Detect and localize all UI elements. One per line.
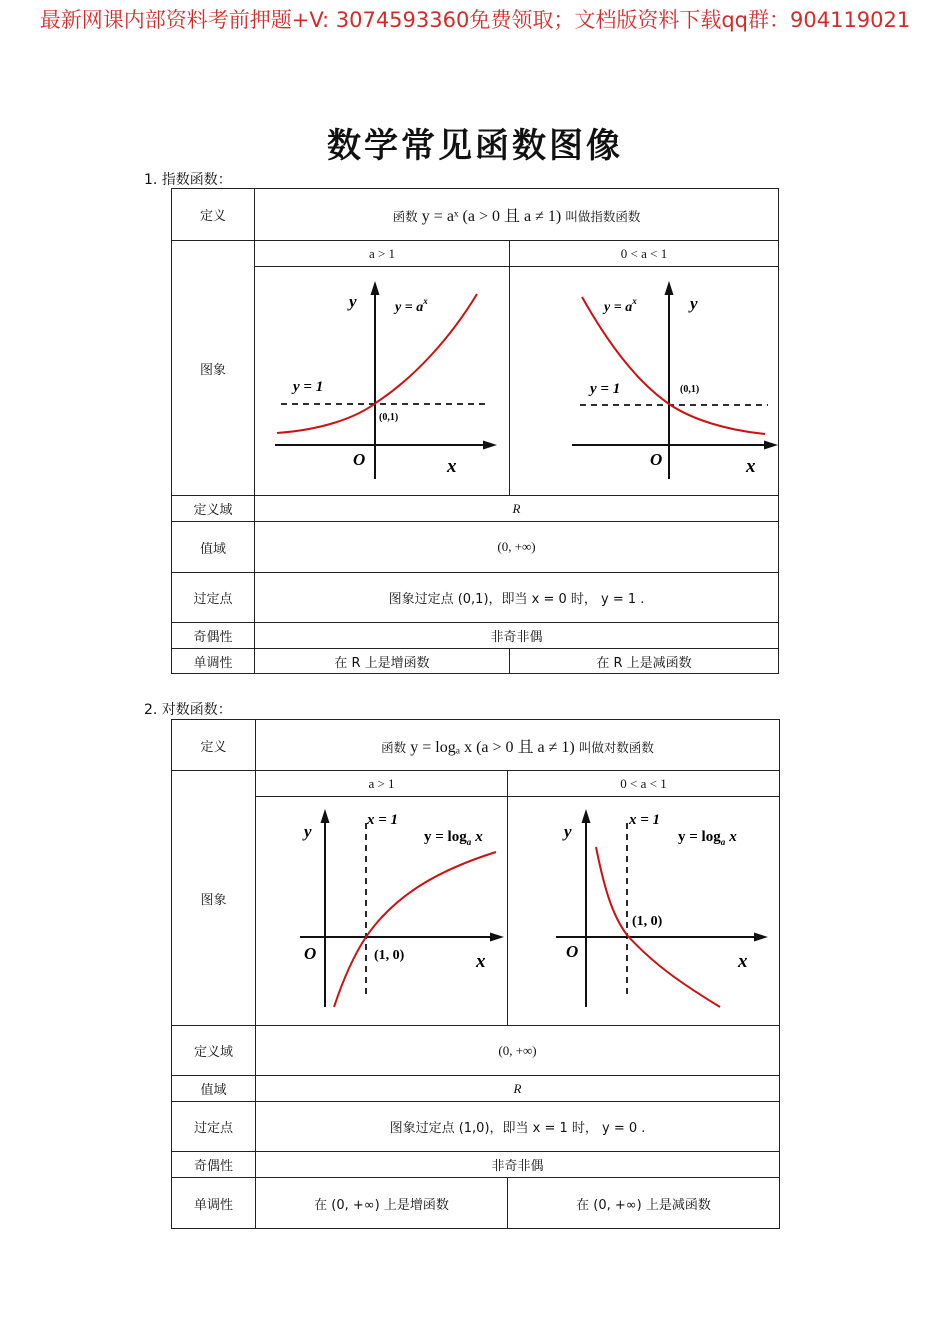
exponential-function-table bbox=[171, 188, 779, 674]
fixed-point-value: 图象过定点 (0,1)，即当 x = 0 时， y = 1 . bbox=[255, 573, 779, 623]
exp-graph-decreasing bbox=[510, 267, 778, 491]
log-graph-decreasing bbox=[508, 797, 779, 1021]
hline-label: y = 1 bbox=[590, 381, 621, 397]
y-axis-label: y bbox=[304, 822, 312, 841]
row-label-fixed-point: 过定点 bbox=[172, 573, 255, 623]
row-label-graph: 图象 bbox=[172, 241, 255, 496]
curve-label: $y = \log_a x$ bbox=[424, 829, 483, 847]
section-heading-logarithmic: 2. 对数函数： bbox=[144, 702, 232, 718]
row-label-domain: 定义域 bbox=[172, 1026, 256, 1076]
point-label: (1, 0) bbox=[374, 948, 405, 963]
range-row bbox=[172, 1076, 780, 1102]
monotonicity-decreasing: 在 R 上是减函数 bbox=[510, 649, 779, 674]
curve-label: $y = a^x$ bbox=[604, 296, 637, 315]
definition-formula: y = aˣ (a > 0 且 a ≠ 1) bbox=[421, 208, 562, 225]
monotonicity-decreasing: 在 (0, +∞) 上是减函数 bbox=[508, 1178, 780, 1229]
range-row bbox=[172, 522, 779, 573]
definition-suffix: 叫做对数函数 bbox=[578, 739, 654, 755]
fixed-point-value: 图象过定点 (1,0)，即当 x = 1 时， y = 0 . bbox=[256, 1102, 780, 1152]
x-axis-arrow-icon bbox=[490, 933, 504, 942]
row-label-parity: 奇偶性 bbox=[172, 623, 255, 649]
logarithmic-function-table bbox=[171, 719, 780, 1229]
graph-cell-increasing bbox=[256, 797, 508, 1026]
row-label-parity: 奇偶性 bbox=[172, 1152, 256, 1178]
parity-value: 非奇非偶 bbox=[256, 1152, 780, 1178]
curve-label: $y = \log_a x$ bbox=[678, 829, 737, 847]
graph-cell-increasing bbox=[255, 267, 510, 496]
domain-value: R bbox=[255, 496, 779, 522]
case-header-a-gt-1: a > 1 bbox=[255, 241, 510, 267]
row-label-fixed-point: 过定点 bbox=[172, 1102, 256, 1152]
graph-row bbox=[172, 267, 779, 496]
y-axis-arrow-icon bbox=[321, 809, 330, 823]
y-axis-arrow-icon bbox=[582, 809, 591, 823]
row-label-monotonicity: 单调性 bbox=[172, 649, 255, 674]
y-axis-arrow-icon bbox=[371, 281, 380, 295]
point-label: (0,1) bbox=[680, 384, 700, 395]
domain-value: (0, +∞) bbox=[256, 1026, 780, 1076]
vline-label: x = 1 bbox=[367, 812, 399, 828]
parity-row bbox=[172, 623, 779, 649]
graph-cell-decreasing bbox=[510, 267, 779, 496]
definition-suffix: 叫做指数函数 bbox=[565, 209, 641, 224]
y-axis-label: y bbox=[349, 292, 357, 311]
point-label: (1, 0) bbox=[632, 914, 663, 929]
x-axis-label: x bbox=[746, 456, 756, 477]
domain-row bbox=[172, 1026, 780, 1076]
range-value: R bbox=[256, 1076, 780, 1102]
row-label-definition: 定义 bbox=[172, 720, 256, 771]
y-axis-label: y bbox=[564, 822, 572, 841]
definition-formula: y = logₐ x (a > 0 且 a ≠ 1) bbox=[410, 738, 575, 756]
fixed-point-row bbox=[172, 1102, 780, 1152]
parity-row bbox=[172, 1152, 780, 1178]
row-label-range: 值域 bbox=[172, 1076, 256, 1102]
header-banner: 最新网课内部资料考前押题+V: 3074593360免费领取；文档版资料下载qq群：904119021 bbox=[39, 8, 911, 32]
monotonicity-row bbox=[172, 649, 779, 674]
y-axis-label: y bbox=[690, 294, 698, 313]
section-heading-exponential: 1. 指数函数： bbox=[144, 172, 232, 188]
definition-cell bbox=[255, 189, 779, 241]
y-axis-arrow-icon bbox=[665, 281, 674, 295]
row-label-range: 值域 bbox=[172, 522, 255, 573]
row-label-definition: 定义 bbox=[172, 189, 255, 241]
x-axis-label: x bbox=[738, 951, 748, 972]
definition-row bbox=[172, 720, 780, 771]
exp-curve-decreasing bbox=[582, 297, 765, 434]
exp-curve-increasing bbox=[277, 294, 477, 433]
case-header-a-between-0-1: 0 < a < 1 bbox=[510, 241, 779, 267]
row-label-domain: 定义域 bbox=[172, 496, 255, 522]
graph-row bbox=[172, 797, 780, 1026]
x-axis-arrow-icon bbox=[483, 441, 497, 450]
x-axis-label: x bbox=[447, 456, 457, 477]
graph-cell-decreasing bbox=[508, 797, 780, 1026]
row-label-graph: 图象 bbox=[172, 771, 256, 1026]
vline-label: x = 1 bbox=[629, 812, 661, 828]
definition-row bbox=[172, 189, 779, 241]
definition-prefix: 函数 bbox=[381, 739, 407, 755]
case-header-row bbox=[172, 241, 779, 267]
point-label: (0,1) bbox=[379, 412, 399, 423]
x-axis-label: x bbox=[476, 951, 486, 972]
origin-label: O bbox=[566, 942, 579, 961]
definition-prefix: 函数 bbox=[392, 209, 418, 224]
fixed-point-row bbox=[172, 573, 779, 623]
origin-label: O bbox=[353, 450, 366, 469]
curve-label: $y = a^x$ bbox=[395, 296, 428, 315]
parity-value: 非奇非偶 bbox=[255, 623, 779, 649]
origin-label: O bbox=[304, 944, 317, 963]
log-graph-increasing bbox=[256, 797, 507, 1021]
log-curve-increasing bbox=[334, 852, 496, 1007]
page-title: 数学常见函数图像 bbox=[327, 126, 623, 166]
monotonicity-increasing: 在 (0, +∞) 上是增函数 bbox=[256, 1178, 508, 1229]
monotonicity-row bbox=[172, 1178, 780, 1229]
x-axis-arrow-icon bbox=[754, 933, 768, 942]
definition-cell bbox=[256, 720, 780, 771]
x-axis-arrow-icon bbox=[764, 441, 778, 450]
case-header-row bbox=[172, 771, 780, 797]
origin-label: O bbox=[650, 450, 663, 469]
case-header-a-between-0-1: 0 < a < 1 bbox=[508, 771, 780, 797]
domain-row bbox=[172, 496, 779, 522]
case-header-a-gt-1: a > 1 bbox=[256, 771, 508, 797]
row-label-monotonicity: 单调性 bbox=[172, 1178, 256, 1229]
range-value: (0, +∞) bbox=[255, 522, 779, 573]
monotonicity-increasing: 在 R 上是增函数 bbox=[255, 649, 510, 674]
hline-label: y = 1 bbox=[293, 379, 324, 395]
exp-graph-increasing bbox=[255, 267, 509, 491]
